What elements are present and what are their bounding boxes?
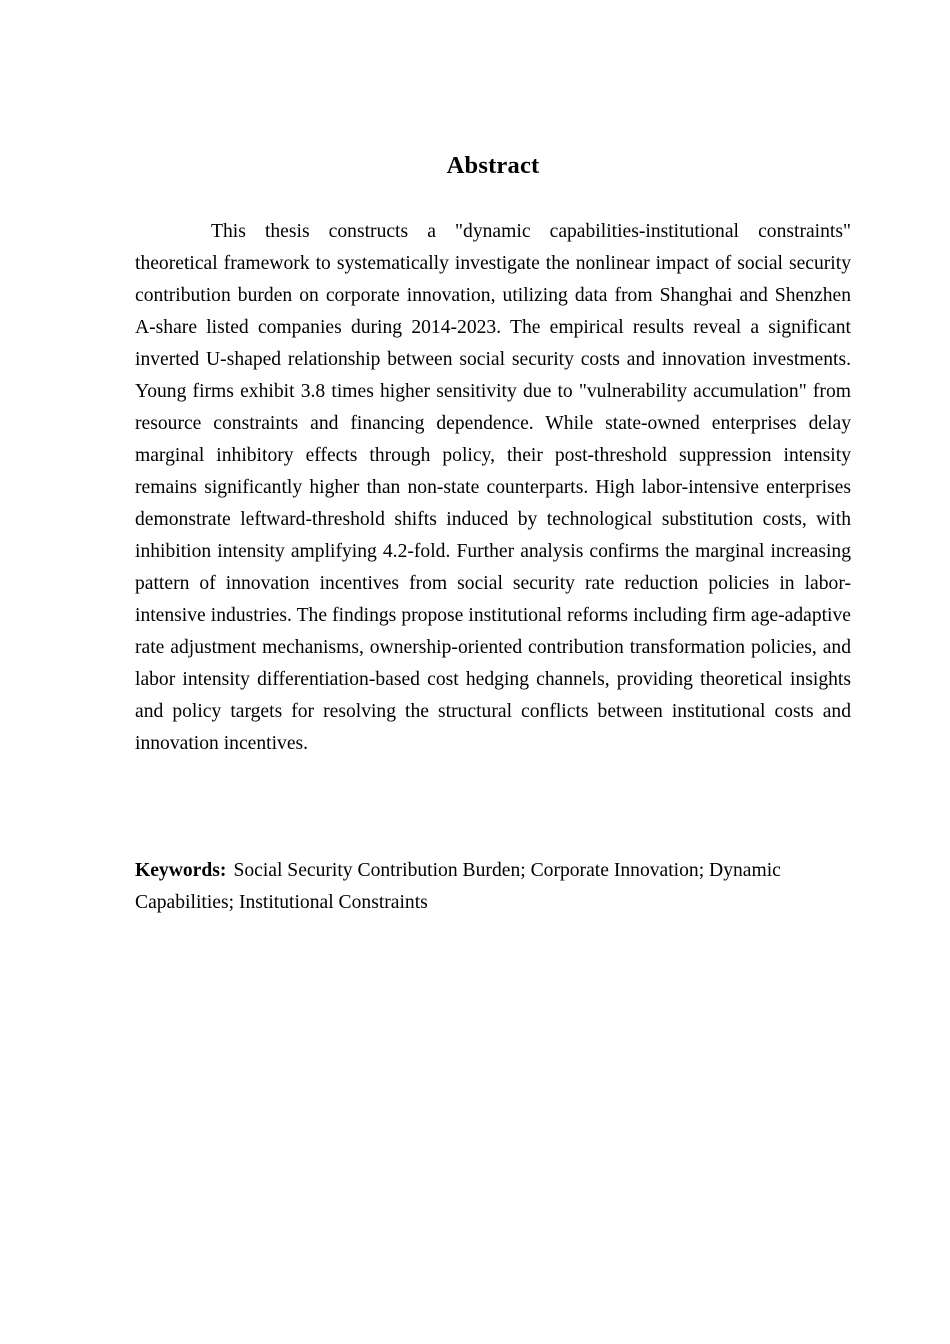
abstract-paragraph: This thesis constructs a "dynamic capabilities-institutional constraints" theoretical framework to systematically investigate the nonlinear impact of social security contribution burden on corporate innovation, utilizing data from Shanghai and Shenzhen A-share listed companies during 2014-2023. The empirical results reveal a significant inverted U-shaped relationship between social security costs and innovation investments. Young firms exhibit 3.8 times higher sensitivity due to "vulnerability accumulation" from resource constraints and financing dependence. While state-owned enterprises delay marginal inhibitory effects through policy, their post-threshold suppression intensity remains significantly higher than non-state counterparts. High labor-intensive enterprises demonstrate leftward-threshold shifts induced by technological substitution costs, with inhibition intensity amplifying 4.2-fold. Further analysis confirms the marginal increasing pattern of innovation incentives from social security rate reduction policies in labor-intensive industries. The findings propose institutional reforms including firm age-adaptive rate adjustment mechanisms, ownership-oriented contribution transformation policies, and labor intensity differentiation-based cost hedging channels, providing theoretical insights and policy targets for resolving the structural conflicts between institutional costs and innovation incentives. [135,221,851,754]
keywords-label: Keywords: [135,860,227,881]
keywords-value: Social Security Contribution Burden; Corporate Innovation; Dynamic Capabilities; Institutional Constraints [135,860,781,913]
keywords-section [135,855,851,919]
page-title: Abstract [446,152,540,179]
